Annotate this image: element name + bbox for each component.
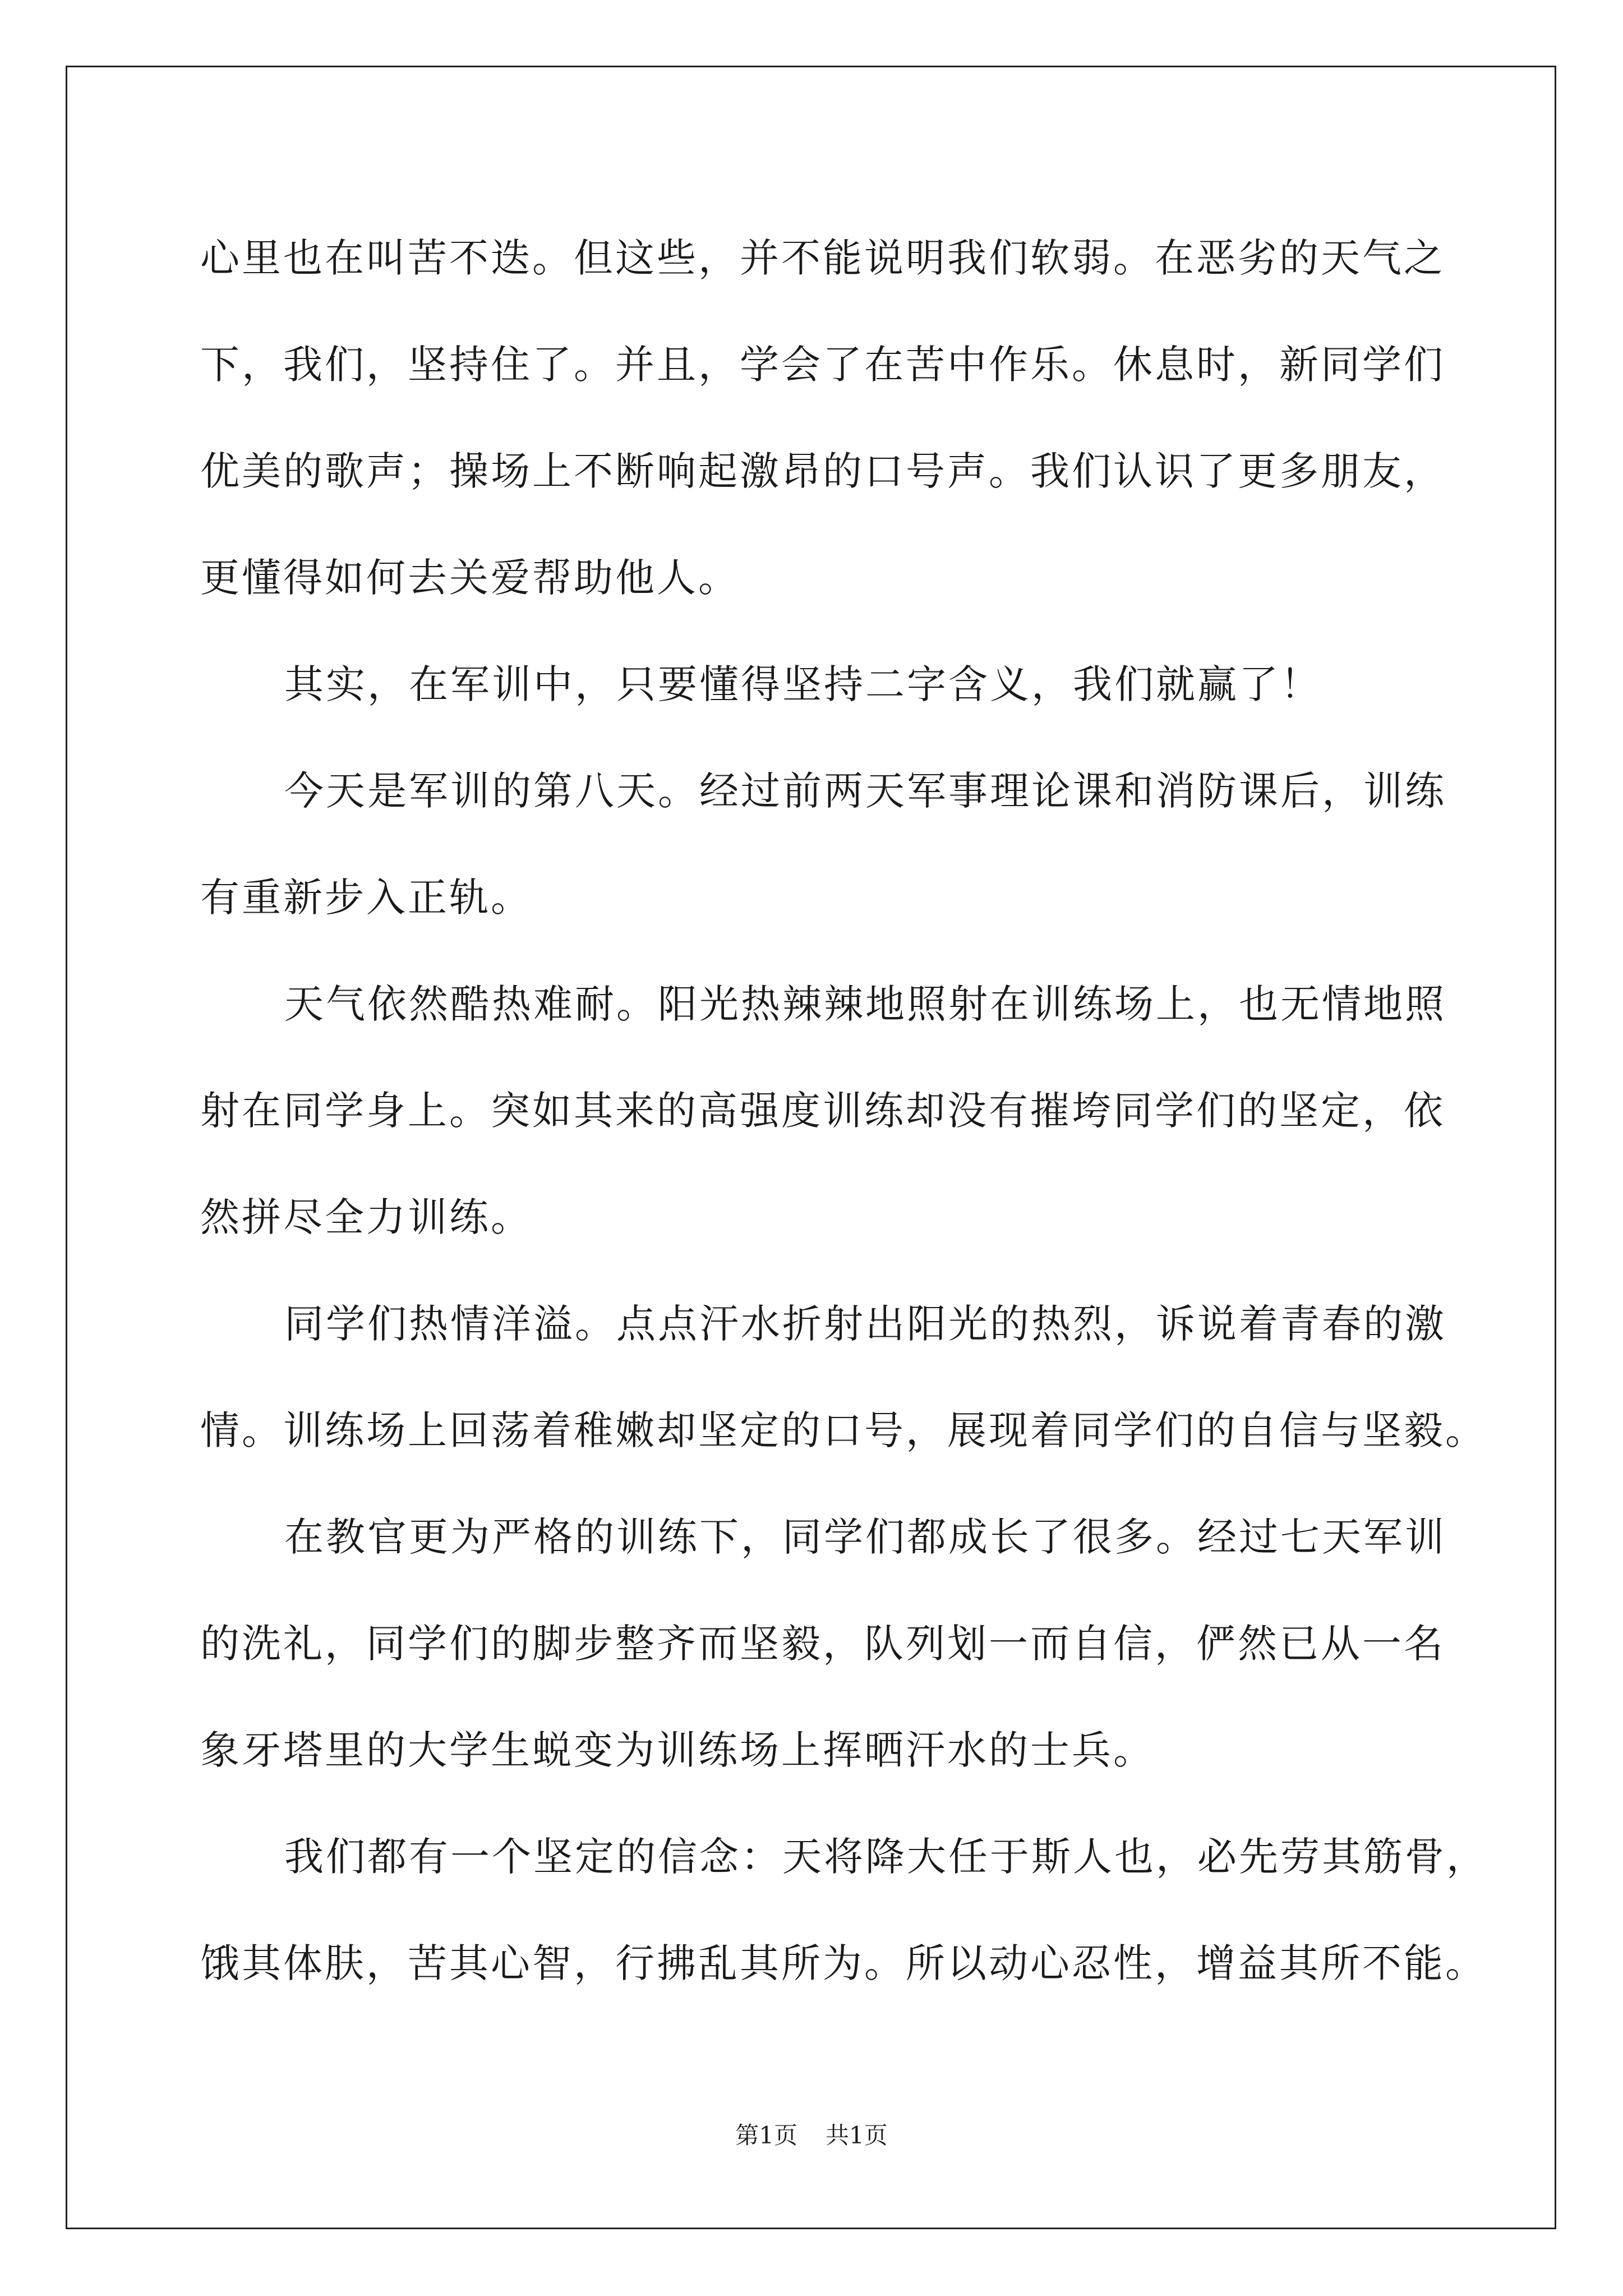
text-line: 情。训练场上回荡着稚嫩却坚定的口号，展现着同学们的自信与坚毅。 bbox=[200, 1407, 1487, 1453]
text-line: 饿其体肤，苦其心智，行拂乱其所为。所以动心忍性，增益其所不能。 bbox=[200, 1940, 1487, 1986]
text-line: 然拼尽全力训练。 bbox=[200, 1194, 532, 1240]
document-body bbox=[200, 205, 1488, 2017]
paragraph-start-line: 天气依然酷热难耐。阳光热辣辣地照射在训练场上，也无情地照 bbox=[284, 981, 1446, 1027]
text-line: 象牙塔里的大学生蜕变为训练场上挥晒汗水的士兵。 bbox=[200, 1727, 1155, 1773]
text-line: 下，我们，坚持住了。并且，学会了在苦中作乐。休息时，新同学们 bbox=[200, 342, 1445, 388]
text-line: 更懂得如何去关爱帮助他人。 bbox=[200, 555, 740, 601]
text-line: 优美的歌声；操场上不断响起激昂的口号声。我们认识了更多朋友， bbox=[200, 448, 1445, 494]
paragraph-start-line: 其实，在军训中，只要懂得坚持二字含义，我们就赢了！ bbox=[284, 661, 1322, 707]
paragraph-start-line: 今天是军训的第八天。经过前两天军事理论课和消防课后，训练 bbox=[284, 768, 1446, 814]
page-footer bbox=[0, 2119, 1623, 2152]
page-number-total: 共1页 bbox=[826, 2122, 888, 2149]
page-number-current: 第1页 bbox=[735, 2122, 797, 2149]
paragraph-start-line: 同学们热情洋溢。点点汗水折射出阳光的热烈，诉说着青春的激 bbox=[284, 1301, 1446, 1347]
paragraph-start-line: 我们都有一个坚定的信念：天将降大任于斯人也，必先劳其筋骨， bbox=[284, 1834, 1488, 1880]
text-line: 心里也在叫苦不迭。但这些，并不能说明我们软弱。在恶劣的天气之 bbox=[200, 235, 1445, 281]
text-line: 的洗礼，同学们的脚步整齐而坚毅，队列划一而自信，俨然已从一名 bbox=[200, 1621, 1445, 1667]
text-line: 有重新步入正轨。 bbox=[200, 875, 532, 921]
text-line: 射在同学身上。突如其来的高强度训练却没有摧垮同学们的坚定，依 bbox=[200, 1088, 1445, 1134]
paragraph-start-line: 在教官更为严格的训练下，同学们都成长了很多。经过七天军训 bbox=[284, 1514, 1446, 1560]
